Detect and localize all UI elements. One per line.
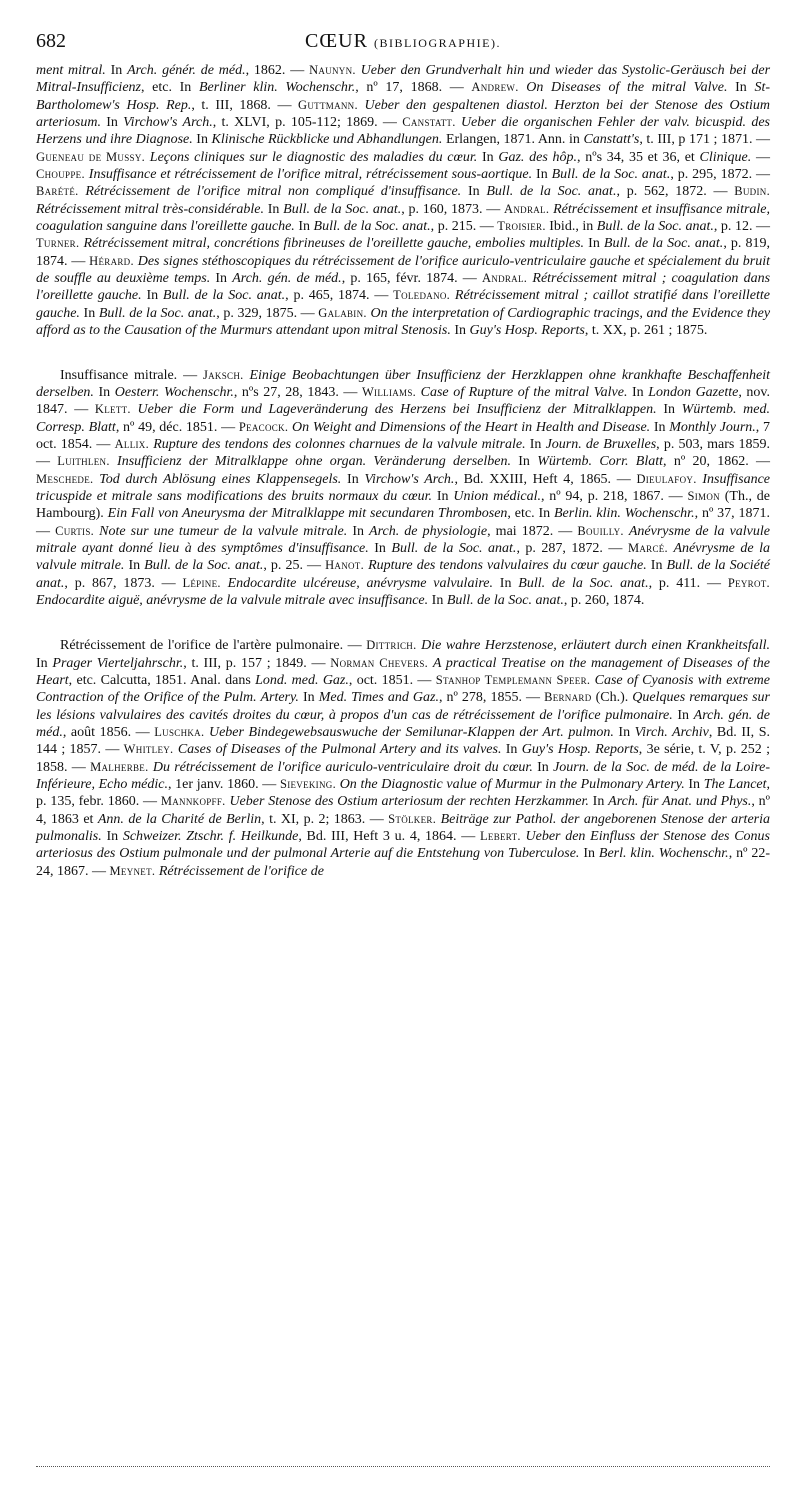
citation-title: Insuffisance tricuspide et mitrale sans modifications des bruits normaux du cœur. xyxy=(36,471,771,504)
citation-text: , p. 260, 1874. xyxy=(563,592,645,608)
author-name: Lebert. xyxy=(479,829,521,844)
author-name: Barété. xyxy=(36,184,79,199)
citation-title: Ueber den Einfluss der Stenose des Conus arteriosus des Ostium pulmonale und der pulmonal Arterie auf die Entstehung von Tuberculose. xyxy=(36,829,770,862)
citation-text: , t. XI, p. 2; 1863. — xyxy=(261,811,389,827)
citation-title: Virchow's Arch. xyxy=(364,471,455,487)
citation-text: In xyxy=(341,471,365,487)
citation-title: Gaz. des hôp. xyxy=(498,149,578,165)
citation-text: , nº 22-24, 1867. — xyxy=(36,846,770,879)
citation-title: Des signes stéthoscopiques du rétrécissement de l'orifice auriculo-ventriculaire gauche et spécialement du bruit de souffle au deuxième temps. xyxy=(36,253,771,287)
citation-text: In xyxy=(263,201,284,217)
author-name: Curtis. xyxy=(55,523,95,538)
author-name: Galabin. xyxy=(318,305,367,320)
citation-title: Clinique. xyxy=(699,149,752,165)
paragraph-spacer xyxy=(36,609,770,637)
citation-text: In xyxy=(650,419,670,435)
citation-text xyxy=(131,402,138,417)
citation-text: , nº 49, déc. 1851. — xyxy=(115,419,239,435)
citation-text: , nº 4, 1863 et xyxy=(36,794,771,827)
citation-text: , p. 819, 1874. — xyxy=(36,236,770,269)
citation-text: , p. 503, mars 1859. — xyxy=(36,436,770,470)
citation-title: Berliner klin. Wochenschr. xyxy=(198,80,356,96)
citation-title: Berl. klin. Wochenschr. xyxy=(598,846,729,862)
citation-title: Bull. de la Soc. anat. xyxy=(486,184,617,200)
citation-title: London Gazette xyxy=(648,384,739,400)
citation-title: Ueber die Form und Lageveränderung des Herzens bei Insufficienz der Mitralklappen. xyxy=(137,402,657,418)
author-name: Norman Chevers. xyxy=(330,655,429,670)
citation-title: Rétrécissement mitral très-considérable. xyxy=(36,201,264,217)
author-name: Toledano. xyxy=(393,288,451,303)
citation-title: Arch. de physiologie xyxy=(369,523,488,539)
citation-text: , Bd. III, Heft 3 u. 4, 1864. — xyxy=(298,829,480,845)
author-name: Chouppe. xyxy=(36,167,85,182)
citation-title: Cases of Diseases of the Pulmonal Artery and its valves. xyxy=(177,742,502,758)
citation-title: Med. Times and Gaz. xyxy=(318,690,439,706)
page-number: 682 xyxy=(36,30,66,52)
citation-text: , 1862. — xyxy=(245,63,310,78)
author-name: Marcé. xyxy=(627,540,668,555)
citation-text: In xyxy=(432,488,454,504)
author-name: Canstatt. xyxy=(402,115,456,130)
citation-text: , p. 562, 1872. — xyxy=(616,184,735,200)
author-name: Troisier. xyxy=(497,219,546,234)
author-name: Andral. xyxy=(504,201,550,216)
author-name: Stölker. xyxy=(388,811,437,826)
citation-title: Bull. de la Soc. anat. xyxy=(596,219,714,235)
citation-title: Beiträge zur Pathol. der angeborenen Stenose der arteria pulmonalis. xyxy=(36,811,770,845)
citation-text: , p. 329, 1875. — xyxy=(216,305,319,321)
citation-text: , oct. 1851. — xyxy=(348,673,436,688)
citation-text: , p. 165, févr. 1874. — xyxy=(341,271,482,287)
bibliography-paragraph-pulmonary-stenosis xyxy=(36,637,770,880)
citation-text: , Bd. II, S. 144 ; 1857. — xyxy=(36,725,770,758)
author-name: Peacock. xyxy=(238,419,289,434)
citation-text: Rétrécissement de l'orifice de l'artère pulmonaire. — xyxy=(60,638,367,654)
running-title-main: CŒUR xyxy=(305,30,368,52)
citation-title: Bull. de la Soc. anat. xyxy=(603,236,724,252)
author-name: Dittrich. xyxy=(366,638,417,653)
author-name: Simon xyxy=(687,488,720,503)
citation-title: Canstatt's xyxy=(583,132,640,148)
citation-text: , p. 295, 1872. — xyxy=(670,167,770,183)
citation-title: ment mitral. xyxy=(36,63,106,78)
citation-title: Tod durch Ablösung eines Klappensegels. xyxy=(99,471,342,487)
citation-text: Insuffisance mitrale. — xyxy=(60,367,203,383)
citation-text: , etc. Calcutta, 1851. Anal. dans xyxy=(68,673,256,688)
citation-title: Rétrécissement mitral ; caillot stratifié dans l'oreillette gauche. xyxy=(36,288,771,321)
citation-text: In xyxy=(584,236,604,252)
citation-title: Ueber Bindegewebsauswuche der Semilunar-Klappen der Art. pulmon. xyxy=(208,725,614,741)
citation-text: In xyxy=(588,794,609,810)
citation-text: In xyxy=(477,149,499,165)
citation-title: The Lancet xyxy=(703,777,767,793)
citation-title: Ueber den gespaltenen diastol. Herzton bei der Stenose des Ostium arteriosum. xyxy=(36,97,770,131)
citation-text: , p. 25. — xyxy=(263,558,326,574)
author-name: Lépine. xyxy=(182,575,221,590)
citation-text: In xyxy=(298,690,319,706)
citation-text: In xyxy=(510,454,538,470)
citation-title: Union médical. xyxy=(453,488,541,504)
citation-title: Insuffisance et rétrécissement de l'orifice mitral, rétrécissement sous-aortique. xyxy=(88,167,533,183)
citation-text: In xyxy=(525,436,546,452)
author-name: Allix. xyxy=(114,436,150,451)
author-name: Malherbe. xyxy=(90,759,149,774)
citation-text xyxy=(110,454,117,469)
author-name: Stanhop Templemann Speer. xyxy=(435,673,591,687)
citation-title: Anévrysme de la valvule mitrale. xyxy=(36,540,770,574)
citation-text: In xyxy=(672,707,694,723)
author-name: Gueneau de Mussy. xyxy=(36,149,146,164)
author-name: Andrew. xyxy=(471,80,519,95)
citation-title: Rétrécissement et insuffisance mitrale, coagulation sanguine dans l'oreillette gauche. xyxy=(36,201,771,235)
citation-text: In xyxy=(105,63,128,78)
citation-text: , t. XX, p. 261 ; 1875. xyxy=(584,323,708,339)
citation-text: In xyxy=(646,558,667,574)
citation-text: In xyxy=(368,540,392,556)
citation-title: Bull. de la Soc. anat. xyxy=(98,305,217,321)
citation-title: Würtemb. Corr. Blatt xyxy=(537,454,664,470)
citation-text: In xyxy=(627,384,649,400)
citation-text: , Bd. XXIII, Heft 4, 1865. — xyxy=(454,471,637,487)
citation-text: , nºs 34, 35 et 36, et xyxy=(577,149,700,165)
citation-title: Guy's Hosp. Reports xyxy=(521,742,639,758)
citation-text: , p. 135, febr. 1860. — xyxy=(36,777,771,810)
author-name: Dieulafoy. xyxy=(636,471,697,486)
citation-title: Rupture des tendons valvulaires du cœur gauche. xyxy=(368,558,647,574)
citation-title: Case of Rupture of the mitral Valve. xyxy=(420,384,628,400)
citation-text: , p. 287, 1872. — xyxy=(516,540,628,556)
citation-text: , 7 oct. 1854. — xyxy=(36,419,770,452)
citation-title: Virch. Archiv xyxy=(634,725,709,741)
citation-text: In xyxy=(684,777,704,793)
citation-text: In xyxy=(532,759,554,775)
citation-text: In xyxy=(492,575,519,591)
author-name: Bouilly. xyxy=(577,523,624,538)
citation-text: , p. 465, 1874. — xyxy=(285,288,394,304)
author-name: Sieveking. xyxy=(279,777,337,792)
citation-text: Ibid., in xyxy=(545,219,597,235)
author-name: Meynet. xyxy=(109,863,156,878)
citation-title: Bull. de la Soc. anat. xyxy=(313,219,431,235)
running-title xyxy=(36,30,770,53)
citation-text: In xyxy=(347,523,370,539)
citation-text: , nov. 1847. — xyxy=(36,384,770,418)
citation-title: Rétrécissement mitral, concrétions fibrineuses de l'oreillette gauche, embolies multiples. xyxy=(83,236,585,252)
citation-title: Bull. de la Soc. anat. xyxy=(518,575,649,591)
citation-title: Du rétrécissement de l'orifice auriculo-ventriculaire droit du cœur. xyxy=(152,759,533,775)
citation-text: In xyxy=(93,384,115,400)
citation-text: In xyxy=(613,725,635,741)
author-name: Luschka. xyxy=(154,725,205,740)
author-name: Peyrot. xyxy=(727,575,770,590)
citation-title: A practical Treatise on the management of Diseases of the Heart xyxy=(36,655,771,688)
bottom-dotted-rule xyxy=(36,1466,770,1467)
citation-title: On the Diagnostic value of Murmur in the Pulmonary Artery. xyxy=(339,777,685,793)
citation-text: , mai 1872. — xyxy=(487,523,578,539)
bibliography-paragraph-mitral-insufficiency xyxy=(36,367,770,610)
citation-title: Monthly Journ. xyxy=(669,419,756,435)
citation-title: Bull. de la Soc. anat. xyxy=(144,558,264,574)
citation-title: Bull. de la Soc. anat. xyxy=(162,288,286,304)
citation-text: In xyxy=(124,558,145,574)
citation-text: In xyxy=(192,132,212,148)
citation-title: Case of Cyanosis with extreme Contraction of the Orifice of the Pulm. Artery. xyxy=(36,673,770,706)
author-name: Budin. xyxy=(734,184,771,199)
citation-text: Erlangen, 1871. Ann. in xyxy=(442,132,584,148)
citation-text: , nº 20, 1862. — xyxy=(663,454,771,470)
citation-text xyxy=(221,576,228,591)
author-name: Williams. xyxy=(361,384,417,399)
citation-text: In xyxy=(532,167,552,183)
bibliography-body xyxy=(36,62,770,880)
citation-title: Ann. de la Charité de Berlin xyxy=(97,811,262,827)
citation-title: Bull. de la Société anat. xyxy=(36,558,770,591)
paragraph-spacer xyxy=(36,340,770,367)
author-name: Hanot. xyxy=(325,558,365,573)
citation-text: , 1er janv. 1860. — xyxy=(168,777,280,793)
citation-title: St-Bartholomew's Hosp. Rep. xyxy=(36,80,771,113)
citation-text: In xyxy=(727,80,755,96)
citation-text: , t. III, p. 157 ; 1849. — xyxy=(183,655,331,671)
citation-text: , nº 278, 1855. — xyxy=(438,690,545,706)
citation-text: , août 1856. — xyxy=(62,725,155,741)
citation-text: (Th., de Hambourg). xyxy=(36,488,771,522)
author-name: Turner. xyxy=(36,236,80,251)
citation-title: Arch. génér. de méd. xyxy=(127,63,246,78)
citation-text: In xyxy=(101,829,123,845)
citation-title: Klinische Rückblicke und Abhandlungen. xyxy=(211,132,443,148)
citation-title: Rétrécissement de l'orifice mitral non compliqué d'insuffisance. xyxy=(85,184,462,200)
author-name: Andral. xyxy=(481,271,528,286)
citation-title: Note sur une tumeur de la valvule mitrale. xyxy=(99,523,348,539)
citation-text: , nº 94, p. 218, 1867. — xyxy=(540,488,688,504)
citation-text: , nº 37, 1871. — xyxy=(36,506,771,539)
citation-title: Berlin. klin. Wochenschr. xyxy=(554,506,695,522)
citation-text: In xyxy=(656,402,682,418)
citation-title: On the interpretation of Cardiographic tracings, and the Evidence they afford as to the Causation of the Murmurs attendant upon mitral Stenosis. xyxy=(36,305,771,339)
citation-text: In xyxy=(450,323,470,339)
citation-text: In xyxy=(141,288,163,304)
author-name: Hérard. xyxy=(89,253,134,268)
citation-text: In xyxy=(579,846,599,862)
citation-text: , p. 411. — xyxy=(648,575,728,591)
citation-text: , p. 867, 1873. — xyxy=(64,575,183,591)
citation-title: Guy's Hosp. Reports xyxy=(469,323,585,339)
citation-text: (Ch.). xyxy=(591,690,633,706)
citation-title: Schweizer. Ztschr. f. Heilkunde xyxy=(122,829,299,845)
citation-text: In xyxy=(461,184,487,200)
citation-title: Leçons cliniques sur le diagnostic des maladies du cœur. xyxy=(149,149,478,165)
citation-title: Virchow's Arch. xyxy=(123,115,213,131)
citation-title: Lond. med. Gaz. xyxy=(255,673,349,688)
citation-title: Bull. de la Soc. anat. xyxy=(551,167,671,183)
author-name: Mannkopff. xyxy=(160,794,226,809)
citation-title: Journ. de Bruxelles xyxy=(545,436,657,452)
citation-text: , p. 215. — xyxy=(430,219,498,235)
bibliography-paragraph-mitral-stenosis xyxy=(36,62,770,340)
citation-text: , 3e série, t. V, p. 252 ; 1858. — xyxy=(36,742,771,775)
running-title-sub: (BIBLIOGRAPHIE). xyxy=(373,36,501,50)
citation-title: Rupture des tendons des colonnes charnues de la valvule mitrale. xyxy=(153,436,526,452)
citation-text: , etc. In xyxy=(507,506,554,522)
author-name: Jaksch. xyxy=(202,367,244,382)
citation-text: In xyxy=(294,219,314,235)
citation-text: , t. III, 1868. — xyxy=(191,97,299,113)
citation-title: Oesterr. Wochenschr. xyxy=(114,384,234,400)
author-name: Whitley. xyxy=(123,742,174,757)
citation-text: — xyxy=(751,149,770,165)
citation-title: On Weight and Dimensions of the Heart in Health and Disease. xyxy=(292,419,651,435)
citation-text: In xyxy=(210,271,233,287)
citation-title: Arch. für Anat. und Phys. xyxy=(608,794,752,810)
citation-text: , p. 160, 1873. — xyxy=(401,201,505,217)
citation-title: Bull. de la Soc. anat. xyxy=(283,201,402,217)
author-name: Naunyn. xyxy=(309,63,356,77)
citation-title: Ein Fall von Aneurysma der Mitralklappe mit secundaren Thrombosen xyxy=(107,506,508,522)
citation-title: Bull. de la Soc. anat. xyxy=(391,540,517,556)
citation-text: , p. 12. — xyxy=(713,219,770,235)
author-name: Guttmann. xyxy=(298,97,358,112)
citation-text: In xyxy=(100,115,124,131)
citation-title: Insufficienz der Mitralklappe ohne organ. Veränderung derselben. xyxy=(117,454,511,470)
citation-text: , etc. In xyxy=(141,80,199,96)
citation-text: In xyxy=(428,592,447,608)
citation-title: Würtemb. med. Corresp. Blatt xyxy=(36,402,771,435)
citation-title: Ueber die organischen Fehler der valv. bicuspid. des Herzens und ihre Diagnose. xyxy=(36,115,770,148)
citation-title: Rétrécissement de l'orifice de xyxy=(158,863,324,879)
citation-text: , t. XLVI, p. 105-112; 1869. — xyxy=(212,115,403,131)
citation-title: On Diseases of the mitral Valve. xyxy=(526,80,728,96)
citation-title: Die wahre Herzstenose, erläutert durch einen Krankheitsfall. xyxy=(421,638,771,654)
citation-text: , nº 17, 1868. — xyxy=(355,80,472,96)
citation-title: Journ. de la Soc. de méd. de la Loire-Inférieure, Echo médic. xyxy=(36,759,771,793)
citation-title: Arch. gén. de méd. xyxy=(232,271,342,287)
citation-title: Prager Vierteljahrschr. xyxy=(52,655,184,671)
author-name: Luithlen. xyxy=(57,454,110,469)
author-name: Klett. xyxy=(94,402,131,417)
citation-text: In xyxy=(36,655,53,671)
citation-title: Einige Beobachtungen über Insufficienz der Herzklappen ohne krankhafte Beschaffenheit derselben. xyxy=(36,367,771,400)
author-name: Meschede. xyxy=(36,471,94,486)
citation-title: Arch. gén. de méd. xyxy=(36,707,771,741)
citation-title: Anévrysme de la valvule mitrale ayant donné lieu à des symptômes d'insuffisance. xyxy=(36,523,770,556)
citation-text: In xyxy=(79,305,99,321)
citation-title: Quelques remarques sur les lésions valvulaires des cavités droites du cœur, à propos d'un cas de rétrécissement de l'orifice pulmonaire. xyxy=(36,690,770,723)
citation-title: Ueber den Grundverhalt hin und wieder das Systolic-Geräusch bei der Mitral-Insufficienz xyxy=(36,63,771,96)
citation-text: In xyxy=(501,742,522,758)
citation-title: Endocardite ulcéreuse, anévrysme valvulaire. xyxy=(227,575,493,591)
citation-text: , nºs 27, 28, 1843. — xyxy=(233,384,362,400)
citation-title: Endocardite aiguë, anévrysme de la valvule mitrale avec insuffisance. xyxy=(36,592,429,608)
running-header xyxy=(36,30,770,60)
citation-title: Ueber Stenose des Ostium arteriosum der rechten Herzkammer. xyxy=(229,794,589,810)
citation-text: , t. III, p 171 ; 1871. — xyxy=(639,132,771,148)
citation-title: Bull. de la Soc. anat. xyxy=(446,592,564,608)
citation-title: Rétrécissement mitral ; coagulation dans l'oreillette gauche. xyxy=(36,271,771,304)
author-name: Bernard xyxy=(544,690,592,705)
